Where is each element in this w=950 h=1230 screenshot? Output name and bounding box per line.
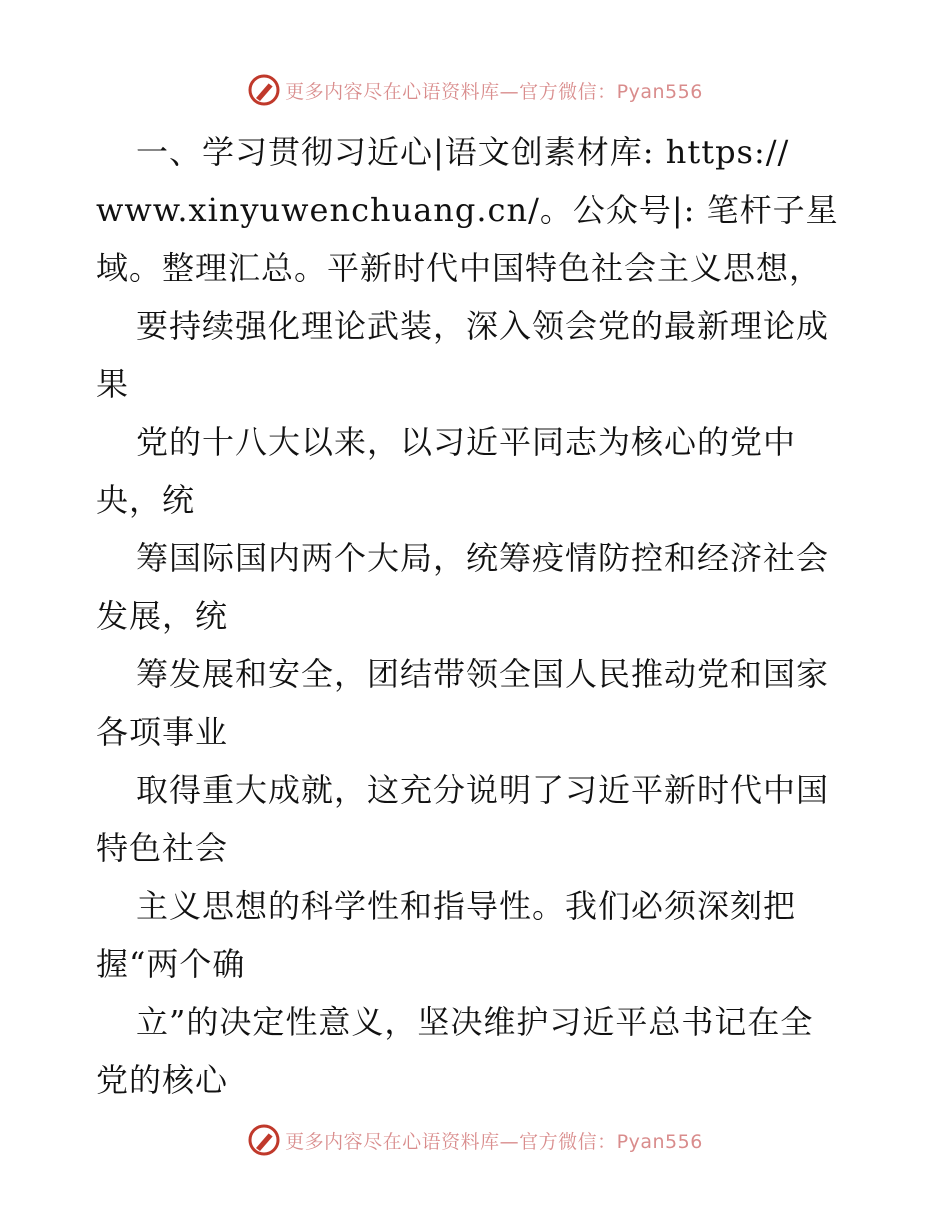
text-line: 党的十八大以来，以习近平同志为核心的党中 [136, 423, 797, 461]
text-line: 域。整理汇总。平新时代中国特色社会主义思想， [96, 249, 823, 287]
text-line: www.xinyuwenchuang.cn/。公众号|: 笔杆子星 [96, 191, 839, 229]
pen-seal-icon [247, 73, 281, 107]
text-line: 各项事业 [96, 713, 229, 751]
text-line: 党的核心 [96, 1061, 229, 1099]
text-line: 央，统 [96, 481, 196, 519]
text-line: 发展，统 [96, 597, 229, 635]
document-body [96, 123, 856, 1109]
header-watermark [0, 70, 950, 110]
text-line: 一、学习贯彻习近心|语文创素材库: https:// [136, 133, 790, 171]
text-line: 筹国际国内两个大局，统筹疫情防控和经济社会 [136, 539, 830, 577]
text-line: 主义思想的科学性和指导性。我们必须深刻把 [136, 887, 797, 925]
text-line: 立”的决定性意义，坚决维护习近平总书记在全 [136, 1003, 814, 1041]
text-line: 取得重大成就，这充分说明了习近平新时代中国 [136, 771, 830, 809]
text-line: 要持续强化理论武装，深入领会党的最新理论成 [136, 307, 830, 345]
watermark-text: 更多内容尽在心语资料库—官方微信：Pyan556 [285, 80, 703, 103]
text-line: 果 [96, 365, 130, 403]
text-line: 握“两个确 [96, 945, 246, 983]
watermark-text: 更多内容尽在心语资料库—官方微信：Pyan556 [285, 1130, 703, 1153]
text-line: 特色社会 [96, 829, 229, 867]
footer-watermark [0, 1120, 950, 1160]
pen-seal-icon [247, 1123, 281, 1157]
text-line: 筹发展和安全，团结带领全国人民推动党和国家 [136, 655, 830, 693]
